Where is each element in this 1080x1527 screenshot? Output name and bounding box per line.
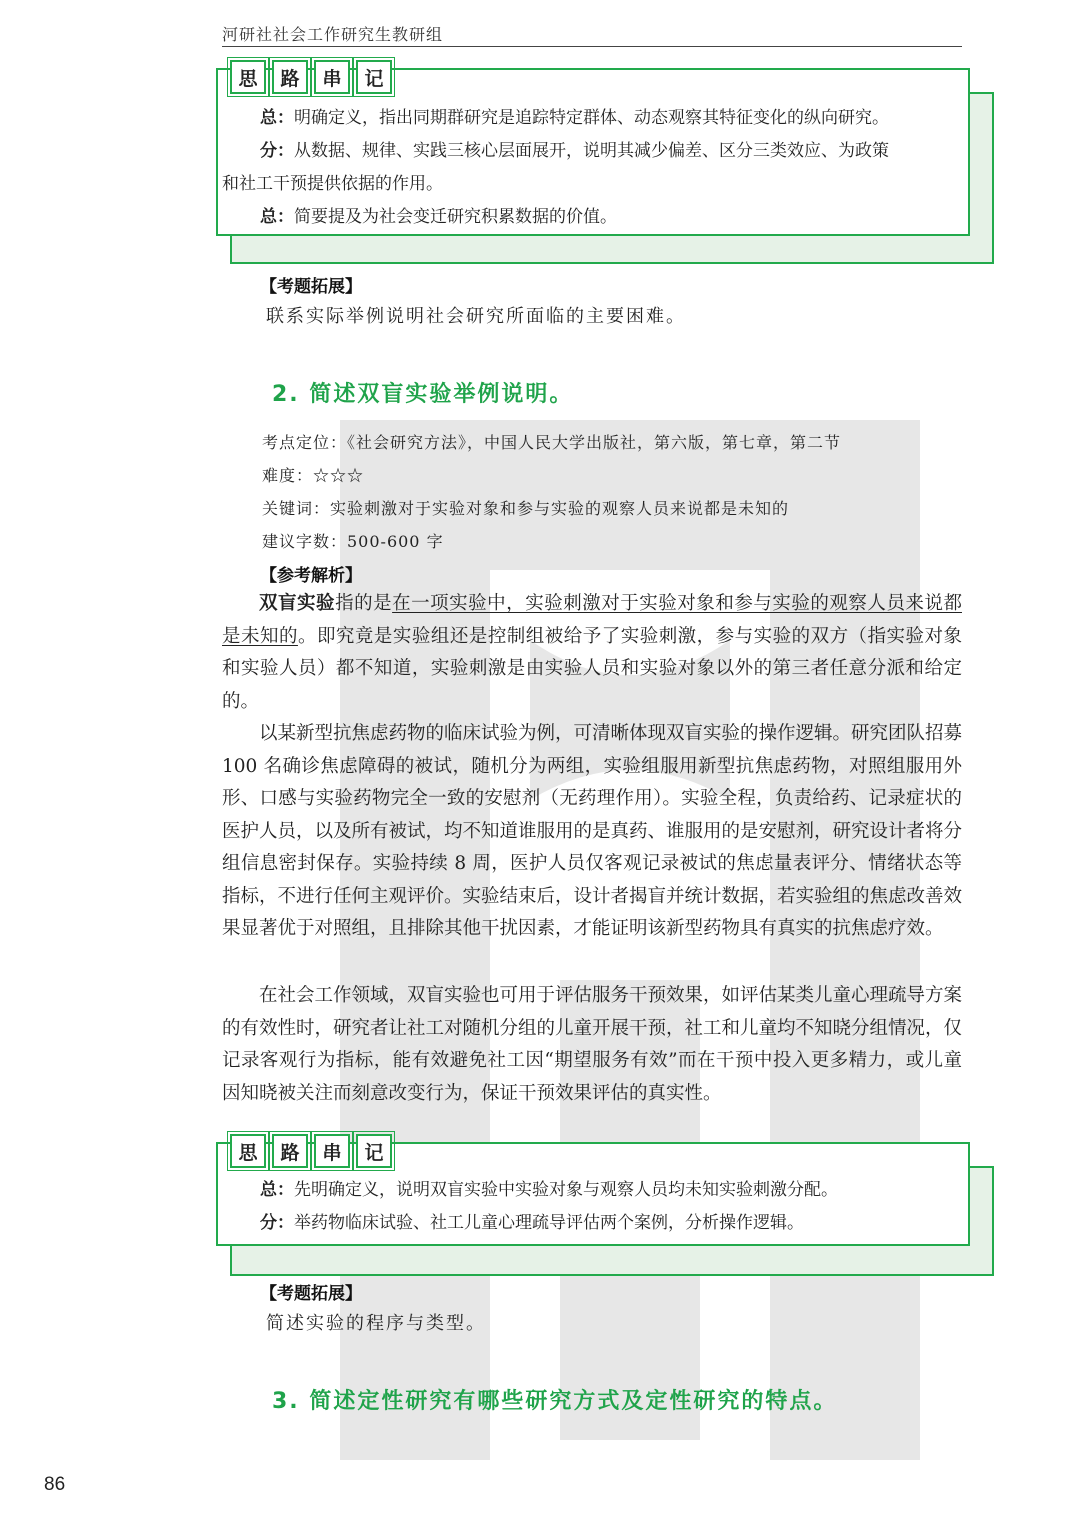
summary-tag-row [230, 1134, 392, 1168]
summary-label: 分： [260, 141, 294, 161]
question-title: 3. 简述定性研究有哪些研究方式及定性研究的特点。 [272, 1389, 838, 1414]
summary-tag-row [230, 60, 392, 94]
difficulty: 难度：☆☆☆ [262, 466, 365, 485]
extension-heading: 【考题拓展】 [260, 277, 362, 297]
page-number: 86 [44, 1474, 66, 1495]
analysis-paragraph: 在社会工作领域，双盲实验也可用于评估服务干预效果，如评估某类儿童心理疏导方案的有效性时，研究者让社工对随机分组的儿童开展干预，社工和儿童均不知晓分组情况，仅记录客观行为指标，能有效避免社工因“期望服务有效”而在干预中投入更多精力，或儿童因知晓被关注而刻意改变行为，保证干预效果评估的真实性。 [222, 985, 963, 1104]
summary-line [222, 168, 922, 201]
header-divider [222, 46, 962, 47]
summary-text: 举药物临床试验、社工儿童心理疏导评估两个案例，分析操作逻辑。 [294, 1213, 804, 1233]
running-header: 河研社社会工作研究生教研组 [222, 25, 444, 44]
summary-line [260, 1207, 960, 1240]
definition-underline: 在一项实验中，实验刺激对于实验对象和参与实验的观察人员来说都是未知的 [222, 593, 962, 647]
extension-question: 简述实验的程序与类型。 [266, 1313, 486, 1334]
para-text: 。即究竟是实验组还是控制组被给予了实验刺激，参与实验的双方（指实验对象和实验人员）都不知道，实验刺激是由实验人员和实验对象以外的第三者任意分派和给定的。 [222, 625, 962, 712]
extension-question: 联系实际举例说明社会研究所面临的主要困难。 [266, 306, 686, 327]
tag-ji: 记 [356, 1134, 392, 1168]
summary-line [260, 201, 960, 234]
summary-text: 明确定义，指出同期群研究是追踪特定群体、动态观察其特征变化的纵向研究。 [294, 108, 889, 128]
key-term: 双盲实验 [259, 593, 336, 614]
exam-point: 考点定位：《社会研究方法》，中国人民大学出版社，第六版，第七章，第二节 [262, 433, 842, 452]
question-title: 2. 简述双盲实验举例说明。 [272, 382, 574, 407]
analysis-paragraph: 以某新型抗焦虑药物的临床试验为例，可清晰体现双盲实验的操作逻辑。研究团队招募 100 名确诊焦虑障碍的被试，随机分为两组，实验组服用新型抗焦虑药物，对照组服用外形、口感与实验药物完全一致的安慰剂（无药理作用）。实验全程，负责给药、记录症状的医护人员，以及所有被试，均不知道谁服用的是真药、谁服用的是安慰剂，研究设计者将分组信息密封保存。实验持续 8 周，医护人员仅客观记录被试的焦虑量表评分、情绪状态等指标，不进行任何主观评价。实验结束后，设计者揭盲并统计数据，若实验组的焦虑改善效果显著优于对照组，且排除其他干扰因素，才能证明该新型药物具有真实的抗焦虑疗效。 [222, 723, 963, 939]
analysis-paragraph [222, 588, 962, 718]
tag-lu: 路 [272, 60, 308, 94]
keywords: 关键词：实验刺激对于实验对象和参与实验的观察人员来说都是未知的 [262, 499, 790, 518]
summary-label: 分： [260, 1213, 294, 1233]
summary-text: 从数据、规律、实践三核心层面展开，说明其减少偏差、区分三类效应、为政策 [294, 141, 889, 161]
summary-text: 和社工干预提供依据的作用。 [222, 174, 443, 194]
word-count: 建议字数：500-600 字 [262, 532, 444, 551]
tag-chuan: 串 [314, 1134, 350, 1168]
tag-ji: 记 [356, 60, 392, 94]
summary-line [260, 1174, 960, 1207]
tag-chuan: 串 [314, 60, 350, 94]
summary-text: 简要提及为社会变迁研究积累数据的价值。 [294, 207, 617, 227]
summary-label: 总： [260, 207, 294, 227]
extension-heading: 【考题拓展】 [260, 1284, 362, 1304]
tag-si: 思 [230, 1134, 266, 1168]
summary-text: 先明确定义，说明双盲实验中实验对象与观察人员均未知实验刺激分配。 [294, 1180, 838, 1200]
summary-line [260, 102, 960, 135]
tag-lu: 路 [272, 1134, 308, 1168]
tag-si: 思 [230, 60, 266, 94]
para-text: 指的是 [335, 593, 393, 614]
summary-label: 总： [260, 1180, 294, 1200]
analysis-heading: 【参考解析】 [260, 566, 362, 586]
summary-line [260, 135, 965, 168]
summary-label: 总： [260, 108, 294, 128]
